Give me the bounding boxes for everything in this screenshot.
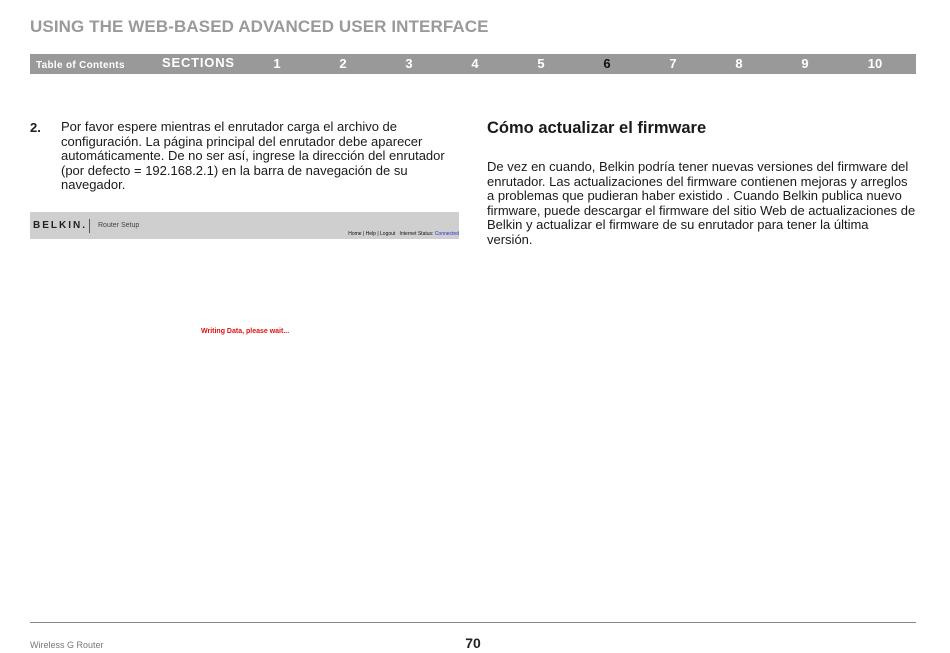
section-link-4[interactable]: 4 — [471, 56, 479, 71]
section-link-8[interactable]: 8 — [735, 56, 743, 71]
step-instructions: Por favor espere mientras el enrutador carga el archivo de configuración. La página principal del enrutador debe aparecer automáticamente. De no ser así, ingrese la dirección del enrutador (por defecto = 192.168.2.1) en la barra de navegación de su navegador. — [61, 119, 445, 193]
screenshot-header-bar — [30, 212, 459, 239]
router-setup-screenshot — [30, 212, 459, 347]
footer-divider — [30, 622, 916, 623]
logo-divider — [89, 219, 90, 233]
sections-label: SECTIONS — [162, 55, 235, 70]
home-help-logout-links: Home | Help | Logout — [348, 231, 396, 237]
section-link-9[interactable]: 9 — [801, 56, 809, 71]
step-number: 2. — [30, 120, 41, 135]
internet-status-label: Internet Status: — [399, 231, 434, 237]
screenshot-links — [348, 231, 459, 237]
internet-status-value: Connected — [434, 231, 459, 237]
page-number: 70 — [465, 635, 481, 651]
section-nav-bar — [30, 54, 916, 74]
writing-data-message: Writing Data, please wait... — [201, 328, 290, 335]
section-link-5[interactable]: 5 — [537, 56, 545, 71]
table-of-contents-link[interactable]: Table of Contents — [36, 60, 125, 71]
footer-product-name: Wireless G Router — [30, 640, 104, 650]
router-setup-label: Router Setup — [98, 222, 140, 229]
page-title: USING THE WEB-BASED ADVANCED USER INTERFACE — [30, 17, 489, 36]
section-link-10[interactable]: 10 — [867, 56, 883, 71]
section-link-3[interactable]: 3 — [405, 56, 413, 71]
section-link-6[interactable]: 6 — [603, 56, 611, 71]
section-link-7[interactable]: 7 — [669, 56, 677, 71]
section-body: De vez en cuando, Belkin podría tener nuevas versiones del firmware del enrutador. Las actualizaciones del firmware contienen mejoras y arreglos a problemas que pudieran haber existido . Cuando Belkin publica nuevo firmware, puede descargar el firmware del sitio Web de actualizaciones de Belkin y actualizar el firmware de su enrutador para tener la última versión. — [487, 159, 916, 247]
belkin-logo: BELKIN. — [33, 220, 87, 231]
section-link-2[interactable]: 2 — [339, 56, 347, 71]
section-link-1[interactable]: 1 — [273, 56, 281, 71]
section-title: Cómo actualizar el firmware — [487, 119, 707, 137]
